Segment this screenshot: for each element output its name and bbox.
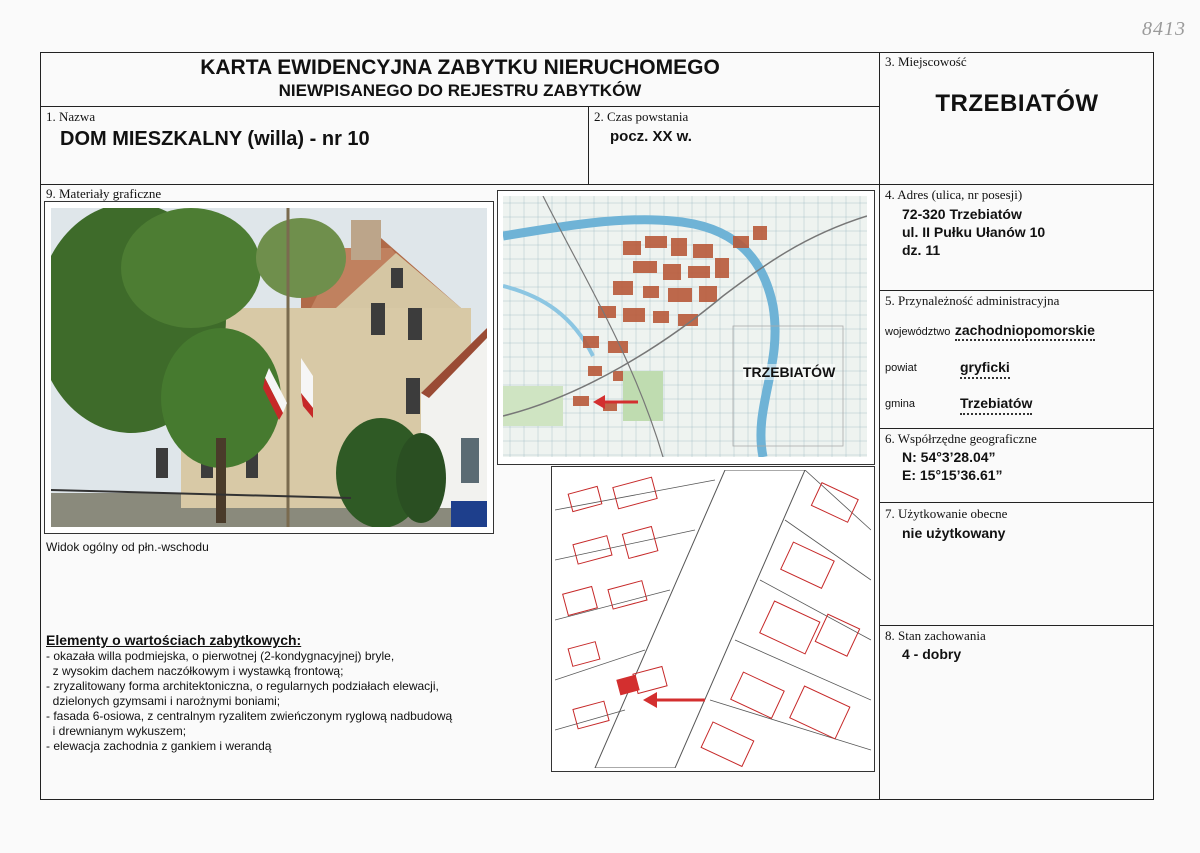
map-town-label: TRZEBIATÓW bbox=[743, 364, 836, 380]
heritage-elements-heading: Elementy o wartościach zabytkowych: bbox=[46, 632, 302, 648]
field-usage-label: 7. Użytkowanie obecne bbox=[885, 506, 1008, 521]
powiat-label: powiat bbox=[885, 362, 917, 374]
town-map bbox=[497, 190, 875, 465]
list-item: - okazała willa podmiejska, o pierwotnej (2-kondygnacyjnej) bryle, bbox=[46, 649, 395, 663]
field-date-label: 2. Czas powstania bbox=[594, 109, 689, 124]
coord-north: N: 54°3’28.04” bbox=[902, 449, 996, 465]
field-usage-value: nie użytkowany bbox=[902, 525, 1006, 541]
admin-gmina-row bbox=[885, 394, 1145, 412]
field-admin-label: 5. Przynależność administracyjna bbox=[885, 293, 1060, 308]
address-line-1: 72-320 Trzebiatów bbox=[902, 206, 1022, 222]
list-item: - fasada 6-osiowa, z centralnym ryzalitem zwieńczonym ryglową nadbudową bbox=[46, 709, 453, 723]
admin-wojewodztwo-row bbox=[885, 321, 1095, 340]
heritage-elements bbox=[46, 632, 546, 754]
list-item: - zryzalitowany forma architektoniczna, o regularnych podziałach elewacji, bbox=[46, 679, 439, 693]
town-map-image bbox=[503, 196, 867, 457]
field-town-value: TRZEBIATÓW bbox=[935, 90, 1099, 117]
cadastral-map-image bbox=[555, 470, 871, 768]
address-line-3: dz. 11 bbox=[902, 242, 941, 258]
field-coords-label: 6. Współrzędne geograficzne bbox=[885, 431, 1037, 446]
field-town-label: 3. Miejscowość bbox=[885, 54, 967, 69]
field-condition-label: 8. Stan zachowania bbox=[885, 628, 986, 643]
field-graphics-label: 9. Materiały graficzne bbox=[46, 186, 162, 201]
heritage-elements-list bbox=[46, 649, 546, 754]
gmina-value: Trzebiatów bbox=[960, 394, 1032, 415]
field-date-value: pocz. XX w. bbox=[610, 128, 692, 145]
list-item: dzielonych gzymsami i narożnymi boniami; bbox=[46, 694, 281, 708]
building-photo-image bbox=[51, 208, 487, 527]
list-item: - elewacja zachodnia z gankiem i werandą bbox=[46, 739, 272, 753]
admin-powiat-row bbox=[885, 358, 1145, 376]
address-line-2: ul. II Pułku Ułanów 10 bbox=[902, 224, 1046, 240]
photo-caption: Widok ogólny od płn.-wschodu bbox=[46, 540, 209, 554]
powiat-value: gryficki bbox=[960, 358, 1010, 379]
field-condition-value: 4 - dobry bbox=[902, 646, 962, 662]
field-coords bbox=[902, 448, 1003, 484]
corner-mark: 8413 bbox=[1142, 18, 1186, 40]
building-photo bbox=[44, 201, 494, 534]
list-item: i drewnianym wykuszem; bbox=[46, 724, 187, 738]
field-address-label: 4. Adres (ulica, nr posesji) bbox=[885, 187, 1023, 202]
wojewodztwo-label: województwo bbox=[885, 326, 951, 338]
title-line-1: KARTA EWIDENCYJNA ZABYTKU NIERUCHOMEGO bbox=[200, 56, 720, 79]
card-title bbox=[40, 56, 880, 101]
field-address bbox=[902, 205, 1045, 259]
wojewodztwo-value: zachodniopomorskie bbox=[955, 322, 1095, 341]
cadastral-map bbox=[551, 466, 875, 772]
field-name-value: DOM MIESZKALNY (willa) - nr 10 bbox=[60, 128, 370, 150]
coord-east: E: 15°15’36.61” bbox=[902, 467, 1003, 483]
title-line-2: NIEWPISANEGO DO REJESTRU ZABYTKÓW bbox=[278, 81, 642, 100]
list-item: z wysokim dachem naczółkowym i wystawką frontową; bbox=[46, 664, 344, 678]
gmina-label: gmina bbox=[885, 398, 915, 410]
field-name-label: 1. Nazwa bbox=[46, 109, 96, 124]
